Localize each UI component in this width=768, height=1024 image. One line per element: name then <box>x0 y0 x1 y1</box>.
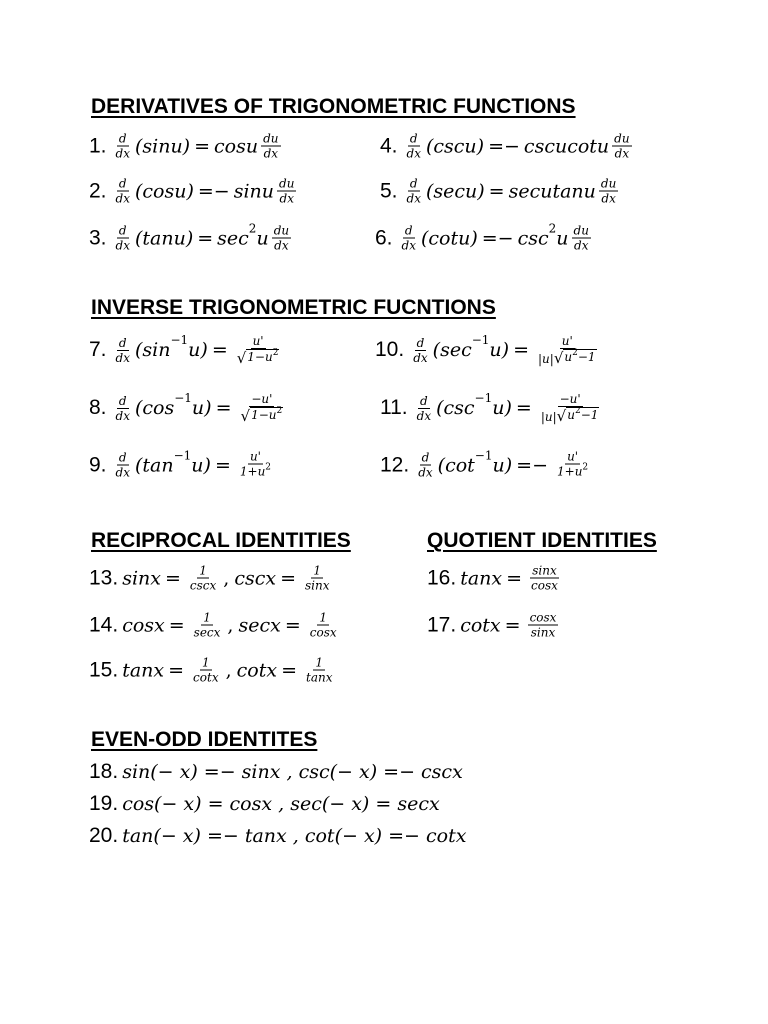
rhs: csc <box>517 227 549 249</box>
formula-17 <box>427 611 561 640</box>
du-dx-fraction: $\frac{du}{dx}$ <box>279 176 295 206</box>
formula-19 <box>89 792 440 816</box>
numerator: u' <box>561 334 573 348</box>
formula-number: 10. <box>375 338 405 361</box>
inverse-exponent: −1 <box>173 448 192 462</box>
denominator: √ $1-u^2$ <box>236 348 279 367</box>
lhs: cscx <box>234 567 277 589</box>
argument: (secu) <box>425 180 485 202</box>
denominator: |u| √ $u^2-1$ <box>540 406 599 425</box>
equals: = <box>281 659 297 681</box>
equals: = <box>168 614 185 636</box>
du-dx-fraction: $\frac{du}{dx}$ <box>273 223 290 253</box>
equals: = <box>506 567 523 589</box>
equals: = <box>168 659 185 681</box>
lhs: cotx <box>460 614 501 636</box>
denominator: |u| √ $u^2-1$ <box>538 348 596 367</box>
formula-20 <box>89 824 466 848</box>
du-dx-fraction: $\frac{du}{dx}$ <box>573 223 589 253</box>
d-dx-fraction: $\frac{d}{dx}$ <box>406 131 421 161</box>
inverse-exponent: −1 <box>474 391 493 405</box>
formula-number: 8. <box>89 396 107 419</box>
formula-10 <box>375 334 602 366</box>
result-fraction <box>539 392 602 424</box>
equals: =− <box>516 454 548 476</box>
formula-2 <box>89 177 299 206</box>
inverse-exponent: −1 <box>170 333 189 347</box>
equals: = <box>515 397 532 419</box>
d-dx-fraction: $\frac{d}{dx}$ <box>413 335 428 365</box>
variable: u) <box>191 397 212 419</box>
formula-number: 7. <box>89 338 107 361</box>
formula-number: 18. <box>89 760 119 783</box>
d-dx-fraction: $\frac{d}{dx}$ <box>115 223 130 253</box>
formula-14 <box>89 611 342 640</box>
identity: tan(− x) =− tanx , cot(− x) =− cotx <box>122 825 467 847</box>
numerator: u' <box>249 449 261 464</box>
formula-number: 12. <box>380 453 410 476</box>
formula-number: 17. <box>427 613 457 636</box>
du-dx-fraction: $\frac{du}{dx}$ <box>600 176 617 206</box>
heading-reciprocal: RECIPROCAL IDENTITIES <box>91 529 351 552</box>
equals: =− <box>197 180 230 202</box>
heading-even-odd: EVEN-ODD IDENTITES <box>91 728 318 751</box>
inverse-exponent: −1 <box>174 391 192 405</box>
equals: = <box>488 180 505 202</box>
lhs: tanx <box>460 567 503 589</box>
formula-number: 16. <box>427 566 457 589</box>
exponent: 2 <box>248 221 257 235</box>
du-dx-fraction: $\frac{du}{dx}$ <box>614 131 630 161</box>
formula-7 <box>89 334 284 366</box>
equals: = <box>214 454 231 476</box>
result-fraction <box>536 334 599 366</box>
function: (csc <box>436 397 475 419</box>
equals: = <box>280 567 296 589</box>
formula-number: 3. <box>89 226 107 249</box>
formula-12 <box>380 450 593 481</box>
du-dx-fraction: $\frac{du}{dx}$ <box>263 131 279 161</box>
result-fraction <box>555 450 590 481</box>
numerator: −u' <box>559 392 581 406</box>
argument: (cosu) <box>134 180 194 202</box>
formula-1 <box>89 132 284 161</box>
argument: (cotu) <box>420 227 478 249</box>
argument: (sinu) <box>134 135 191 157</box>
formula-number: 2. <box>89 179 107 202</box>
numerator: u' <box>252 334 264 348</box>
function: (sin <box>134 339 171 361</box>
fraction: $\frac{1}{\sec x}$ <box>193 610 221 640</box>
equals: = <box>197 227 214 249</box>
separator: , <box>223 567 230 589</box>
formula-3 <box>89 221 294 253</box>
inverse-exponent: −1 <box>471 333 490 347</box>
lhs: cosx <box>122 614 165 636</box>
lhs: sinx <box>122 567 161 589</box>
fraction: $\frac{1}{\csc x}$ <box>189 563 217 593</box>
formula-11 <box>380 392 604 424</box>
equals: = <box>164 567 181 589</box>
d-dx-fraction: $\frac{d}{dx}$ <box>401 223 416 253</box>
function: (tan <box>134 454 174 476</box>
d-dx-fraction: $\frac{d}{dx}$ <box>418 450 433 480</box>
formula-number: 9. <box>89 453 107 476</box>
formula-4 <box>380 132 635 161</box>
denominator: √ $1-u^2$ <box>240 406 283 425</box>
lhs: cotx <box>236 659 278 681</box>
d-dx-fraction: $\frac{d}{dx}$ <box>115 335 130 365</box>
inverse-exponent: −1 <box>474 448 493 462</box>
function: (cos <box>134 397 175 419</box>
rhs-variable: u <box>556 227 569 249</box>
rhs: sinu <box>233 180 275 202</box>
fraction: $\frac{1}{\tan x}$ <box>306 655 333 685</box>
d-dx-fraction: $\frac{d}{dx}$ <box>115 393 130 423</box>
d-dx-fraction: $\frac{d}{dx}$ <box>115 176 130 206</box>
formula-number: 6. <box>375 226 393 249</box>
formula-number: 4. <box>380 134 398 157</box>
formula-number: 11. <box>380 396 408 419</box>
lhs: tanx <box>122 659 165 681</box>
formula-number: 1. <box>89 134 107 157</box>
formula-number: 20. <box>89 824 119 847</box>
d-dx-fraction: $\frac{d}{dx}$ <box>115 450 130 480</box>
lhs: secx <box>238 614 281 636</box>
separator: , <box>227 614 234 636</box>
equals: =− <box>481 227 514 249</box>
d-dx-fraction: $\frac{d}{dx}$ <box>115 131 130 161</box>
numerator: −u' <box>251 392 273 406</box>
variable: u) <box>489 339 510 361</box>
variable: u) <box>188 339 208 361</box>
formula-number: 5. <box>380 179 398 202</box>
formula-number: 19. <box>89 792 119 815</box>
result-fraction <box>239 392 286 424</box>
variable: u) <box>191 454 211 476</box>
formula-5 <box>380 177 621 206</box>
formula-number: 13. <box>89 566 119 589</box>
result-fraction <box>235 334 282 366</box>
formula-number: 15. <box>89 658 119 681</box>
denominator: $1+u^2$ <box>239 462 272 479</box>
equals: = <box>284 614 301 636</box>
rhs-variable: u <box>256 227 269 249</box>
equals: = <box>194 135 211 157</box>
separator: , <box>225 659 232 681</box>
function: (sec <box>432 339 472 361</box>
denominator: $1+u^2$ <box>557 462 589 479</box>
argument: (cscu) <box>425 135 485 157</box>
equals: = <box>215 397 232 419</box>
formula-9 <box>89 450 276 481</box>
d-dx-fraction: $\frac{d}{dx}$ <box>406 176 421 206</box>
variable: u) <box>492 454 513 476</box>
rhs: cscucotu <box>523 135 610 157</box>
argument: (tanu) <box>134 227 194 249</box>
formula-number: 14. <box>89 613 119 636</box>
identity: cos(− x) = cosx , sec(− x) = secx <box>122 793 440 815</box>
variable: u) <box>492 397 512 419</box>
formula-18 <box>89 760 463 784</box>
formula-16 <box>427 564 563 593</box>
equals: = <box>513 339 529 361</box>
heading-quotient: QUOTIENT IDENTITIES <box>427 529 657 552</box>
formula-15 <box>89 656 337 685</box>
result-fraction <box>238 450 273 481</box>
fraction: $\frac{\sin x}{\cos x}$ <box>531 563 558 593</box>
equals: =− <box>488 135 520 157</box>
rhs: sec <box>217 227 249 249</box>
fraction: $\frac{1}{\sin x}$ <box>305 563 330 593</box>
formula-13 <box>89 564 335 593</box>
rhs: secutanu <box>508 180 596 202</box>
numerator: u' <box>567 449 579 464</box>
fraction: $\frac{1}{\cot x}$ <box>193 655 219 685</box>
equals: = <box>211 339 228 361</box>
fraction: $\frac{\cos x}{\sin x}$ <box>529 610 557 640</box>
function: (cot <box>437 454 475 476</box>
exponent: 2 <box>548 221 557 235</box>
identity: sin(− x) =− sinx , csc(− x) =− cscx <box>122 761 463 783</box>
formula-8 <box>89 392 288 424</box>
heading-derivatives: DERIVATIVES OF TRIGONOMETRIC FUNCTIONS <box>91 95 576 118</box>
rhs: cosu <box>214 135 259 157</box>
heading-inverse: INVERSE TRIGONOMETRIC FUCNTIONS <box>91 296 496 319</box>
equals: = <box>504 614 521 636</box>
d-dx-fraction: $\frac{d}{dx}$ <box>416 393 432 423</box>
fraction: $\frac{1}{\cos x}$ <box>309 610 337 640</box>
formula-6 <box>375 221 594 253</box>
